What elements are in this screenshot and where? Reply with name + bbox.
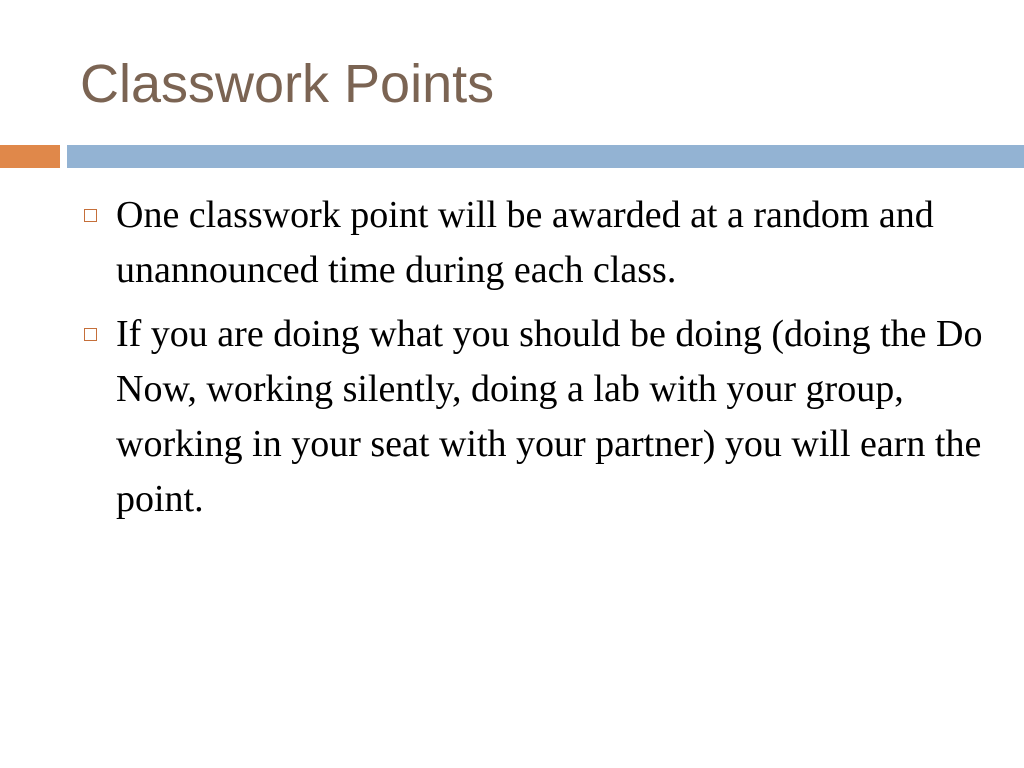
bullet-text: One classwork point will be awarded at a random and unannounced time during each class. — [116, 194, 934, 291]
slide-title: Classwork Points — [80, 54, 495, 114]
square-bullet-icon — [84, 328, 97, 341]
bullet-item — [84, 307, 984, 527]
bullet-list — [84, 188, 984, 536]
orange-accent-bar — [0, 145, 60, 168]
square-bullet-icon — [84, 209, 97, 222]
bullet-text: If you are doing what you should be doing (doing the Do Now, working silently, doing a lab with your group, working in your seat with your partner) you will earn the point. — [116, 313, 983, 520]
blue-rule-bar — [67, 145, 1024, 168]
bullet-item — [84, 188, 984, 298]
